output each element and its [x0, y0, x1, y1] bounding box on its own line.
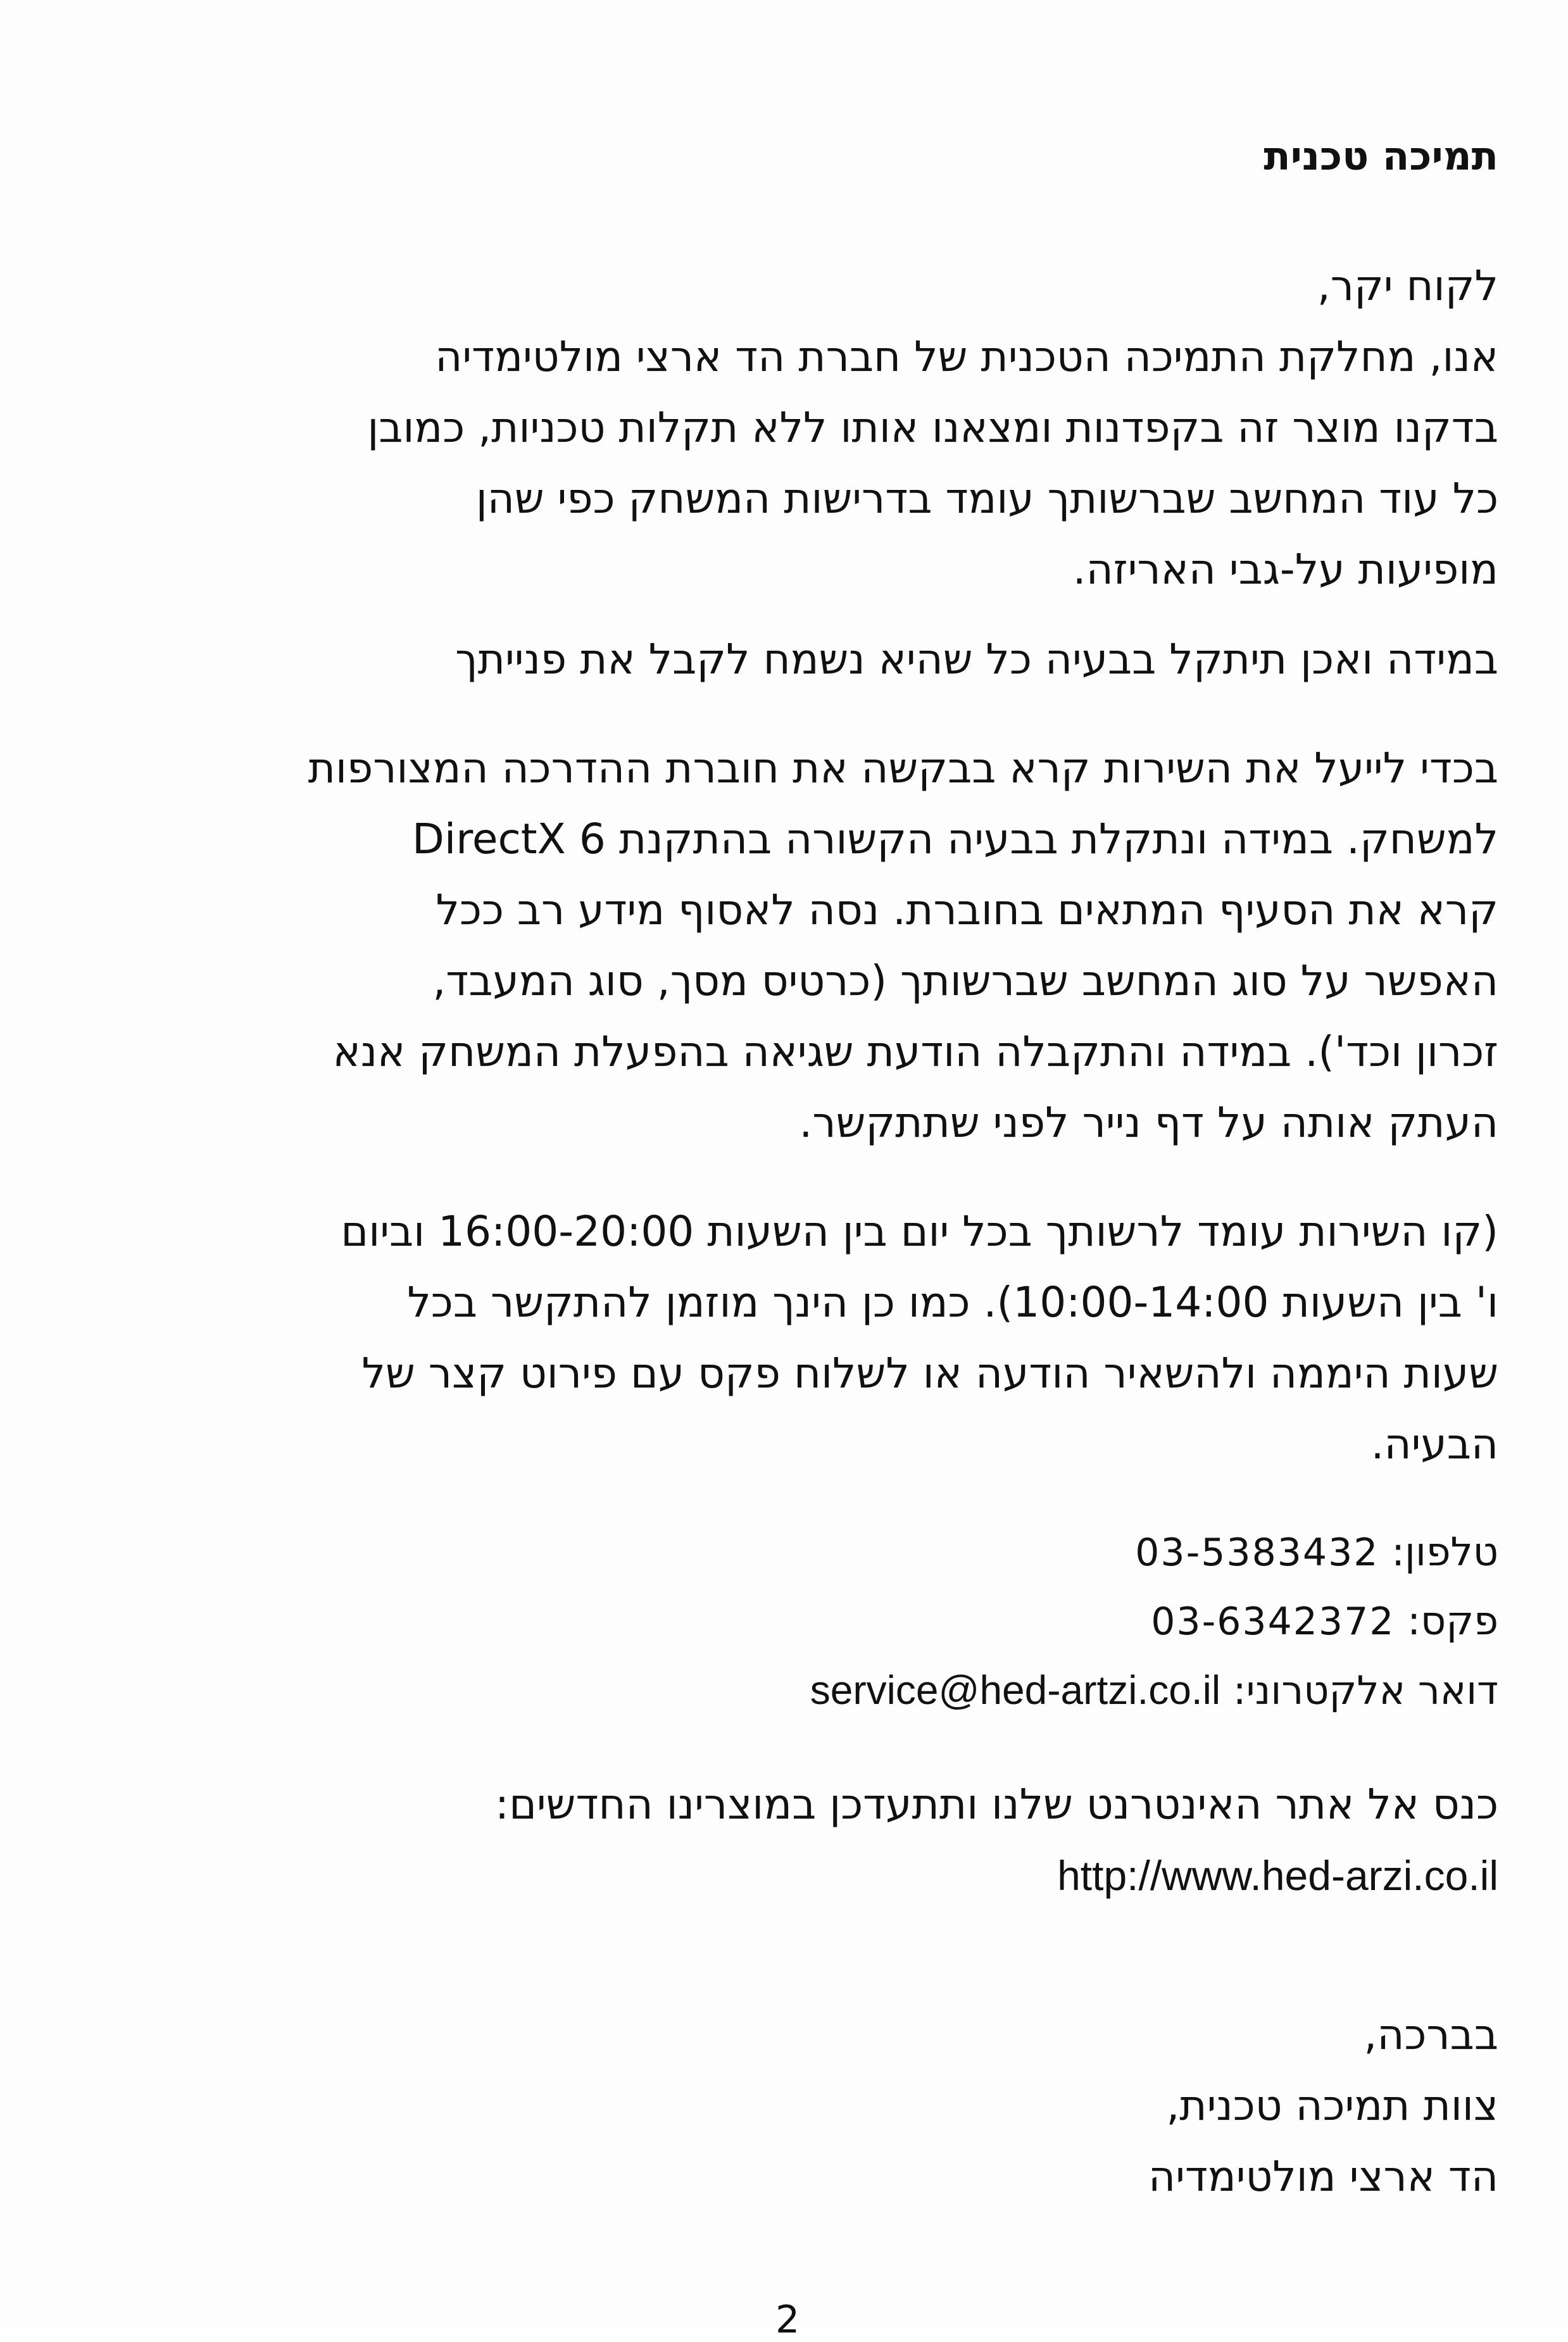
closing-line: בברכה,: [1364, 2010, 1498, 2060]
email-row: [87, 1656, 1498, 1725]
instructions-line: למשחק. במידה ונתקלת בבעיה הקשורה בהתקנת DirectX 6: [412, 815, 1498, 864]
phone-row: [87, 1518, 1498, 1587]
fax-row: [87, 1587, 1498, 1656]
intro-line: מופיעות על-גבי האריזה.: [1072, 545, 1498, 594]
instructions-line: האפשר על סוג המחשב שברשותך (כרטיס מסך, סוג המעבד,: [432, 956, 1498, 1006]
hours-line: (קו השירות עומד לרשותך בכל יום בין השעות 16:00-20:00 וביום: [341, 1207, 1498, 1256]
email-address: service@hed-artzi.co.il: [810, 1667, 1221, 1713]
instructions-line: בכדי לייעל את השירות קרא בבקשה את חוברת ההדרכה המצורפות: [308, 744, 1498, 793]
intro-paragraph: [87, 251, 1498, 605]
signoff-block: [87, 2000, 1498, 2212]
intro-line: אנו, מחלקת התמיכה הטכנית של חברת הד ארצי מולטימדיה: [435, 332, 1498, 382]
hours-line: שעות היממה ולהשאיר הודעה או לשלוח פקס עם פירוט קצר של: [361, 1349, 1498, 1398]
problem-paragraph: [87, 624, 1498, 695]
company-line: הד ארצי מולטימדיה: [1148, 2152, 1498, 2201]
team-line: צוות תמיכה טכנית,: [1166, 2081, 1498, 2131]
hours-paragraph: [87, 1196, 1498, 1480]
page-title: תמיכה טכנית: [1264, 133, 1498, 179]
intro-line: בדקנו מוצר זה בקפדנות ומצאנו אותו ללא תקלות טכניות, כמובן: [367, 403, 1498, 453]
instructions-line: קרא את הסעיף המתאים בחוברת. נסה לאסוף מידע רב ככל: [436, 886, 1498, 935]
greeting-line: לקוח יקר,: [1317, 261, 1498, 311]
phone-label: טלפון:: [1391, 1529, 1498, 1575]
intro-line: כל עוד המחשב שברשותך עומד בדרישות המשחק כפי שהן: [475, 474, 1498, 523]
fax-label: פקס:: [1407, 1598, 1498, 1644]
hours-line: ו' בין השעות 10:00-14:00). כמו כן הינך מוזמן להתקשר בכל: [407, 1278, 1498, 1327]
email-label: דואר אלקטרוני:: [1232, 1667, 1498, 1714]
website-url: http://www.hed-arzi.co.il: [1057, 1852, 1498, 1900]
instructions-line: זכרון וכד'). במידה והתקבלה הודעת שגיאה בהפעלת המשחק אנא: [332, 1027, 1498, 1077]
website-text: כנס אל אתר האינטרנט שלנו ותתעדכן במוצרינו החדשים:: [494, 1780, 1498, 1829]
letter-body: [87, 133, 1498, 2231]
phone-number: 03-5383432: [1135, 1531, 1379, 1575]
instructions-line: העתק אותה על דף נייר לפני שתתקשר.: [799, 1098, 1498, 1148]
hours-line: הבעיה.: [1370, 1420, 1498, 1469]
problem-line: במידה ואכן תיתקל בבעיה כל שהיא נשמח לקבל את פנייתך: [455, 635, 1498, 684]
page-number: 2: [775, 2298, 800, 2342]
fax-number: 03-6342372: [1151, 1600, 1395, 1644]
contact-block: [87, 1518, 1498, 1725]
website-paragraph: [87, 1769, 1498, 1911]
instructions-paragraph: [87, 733, 1498, 1158]
